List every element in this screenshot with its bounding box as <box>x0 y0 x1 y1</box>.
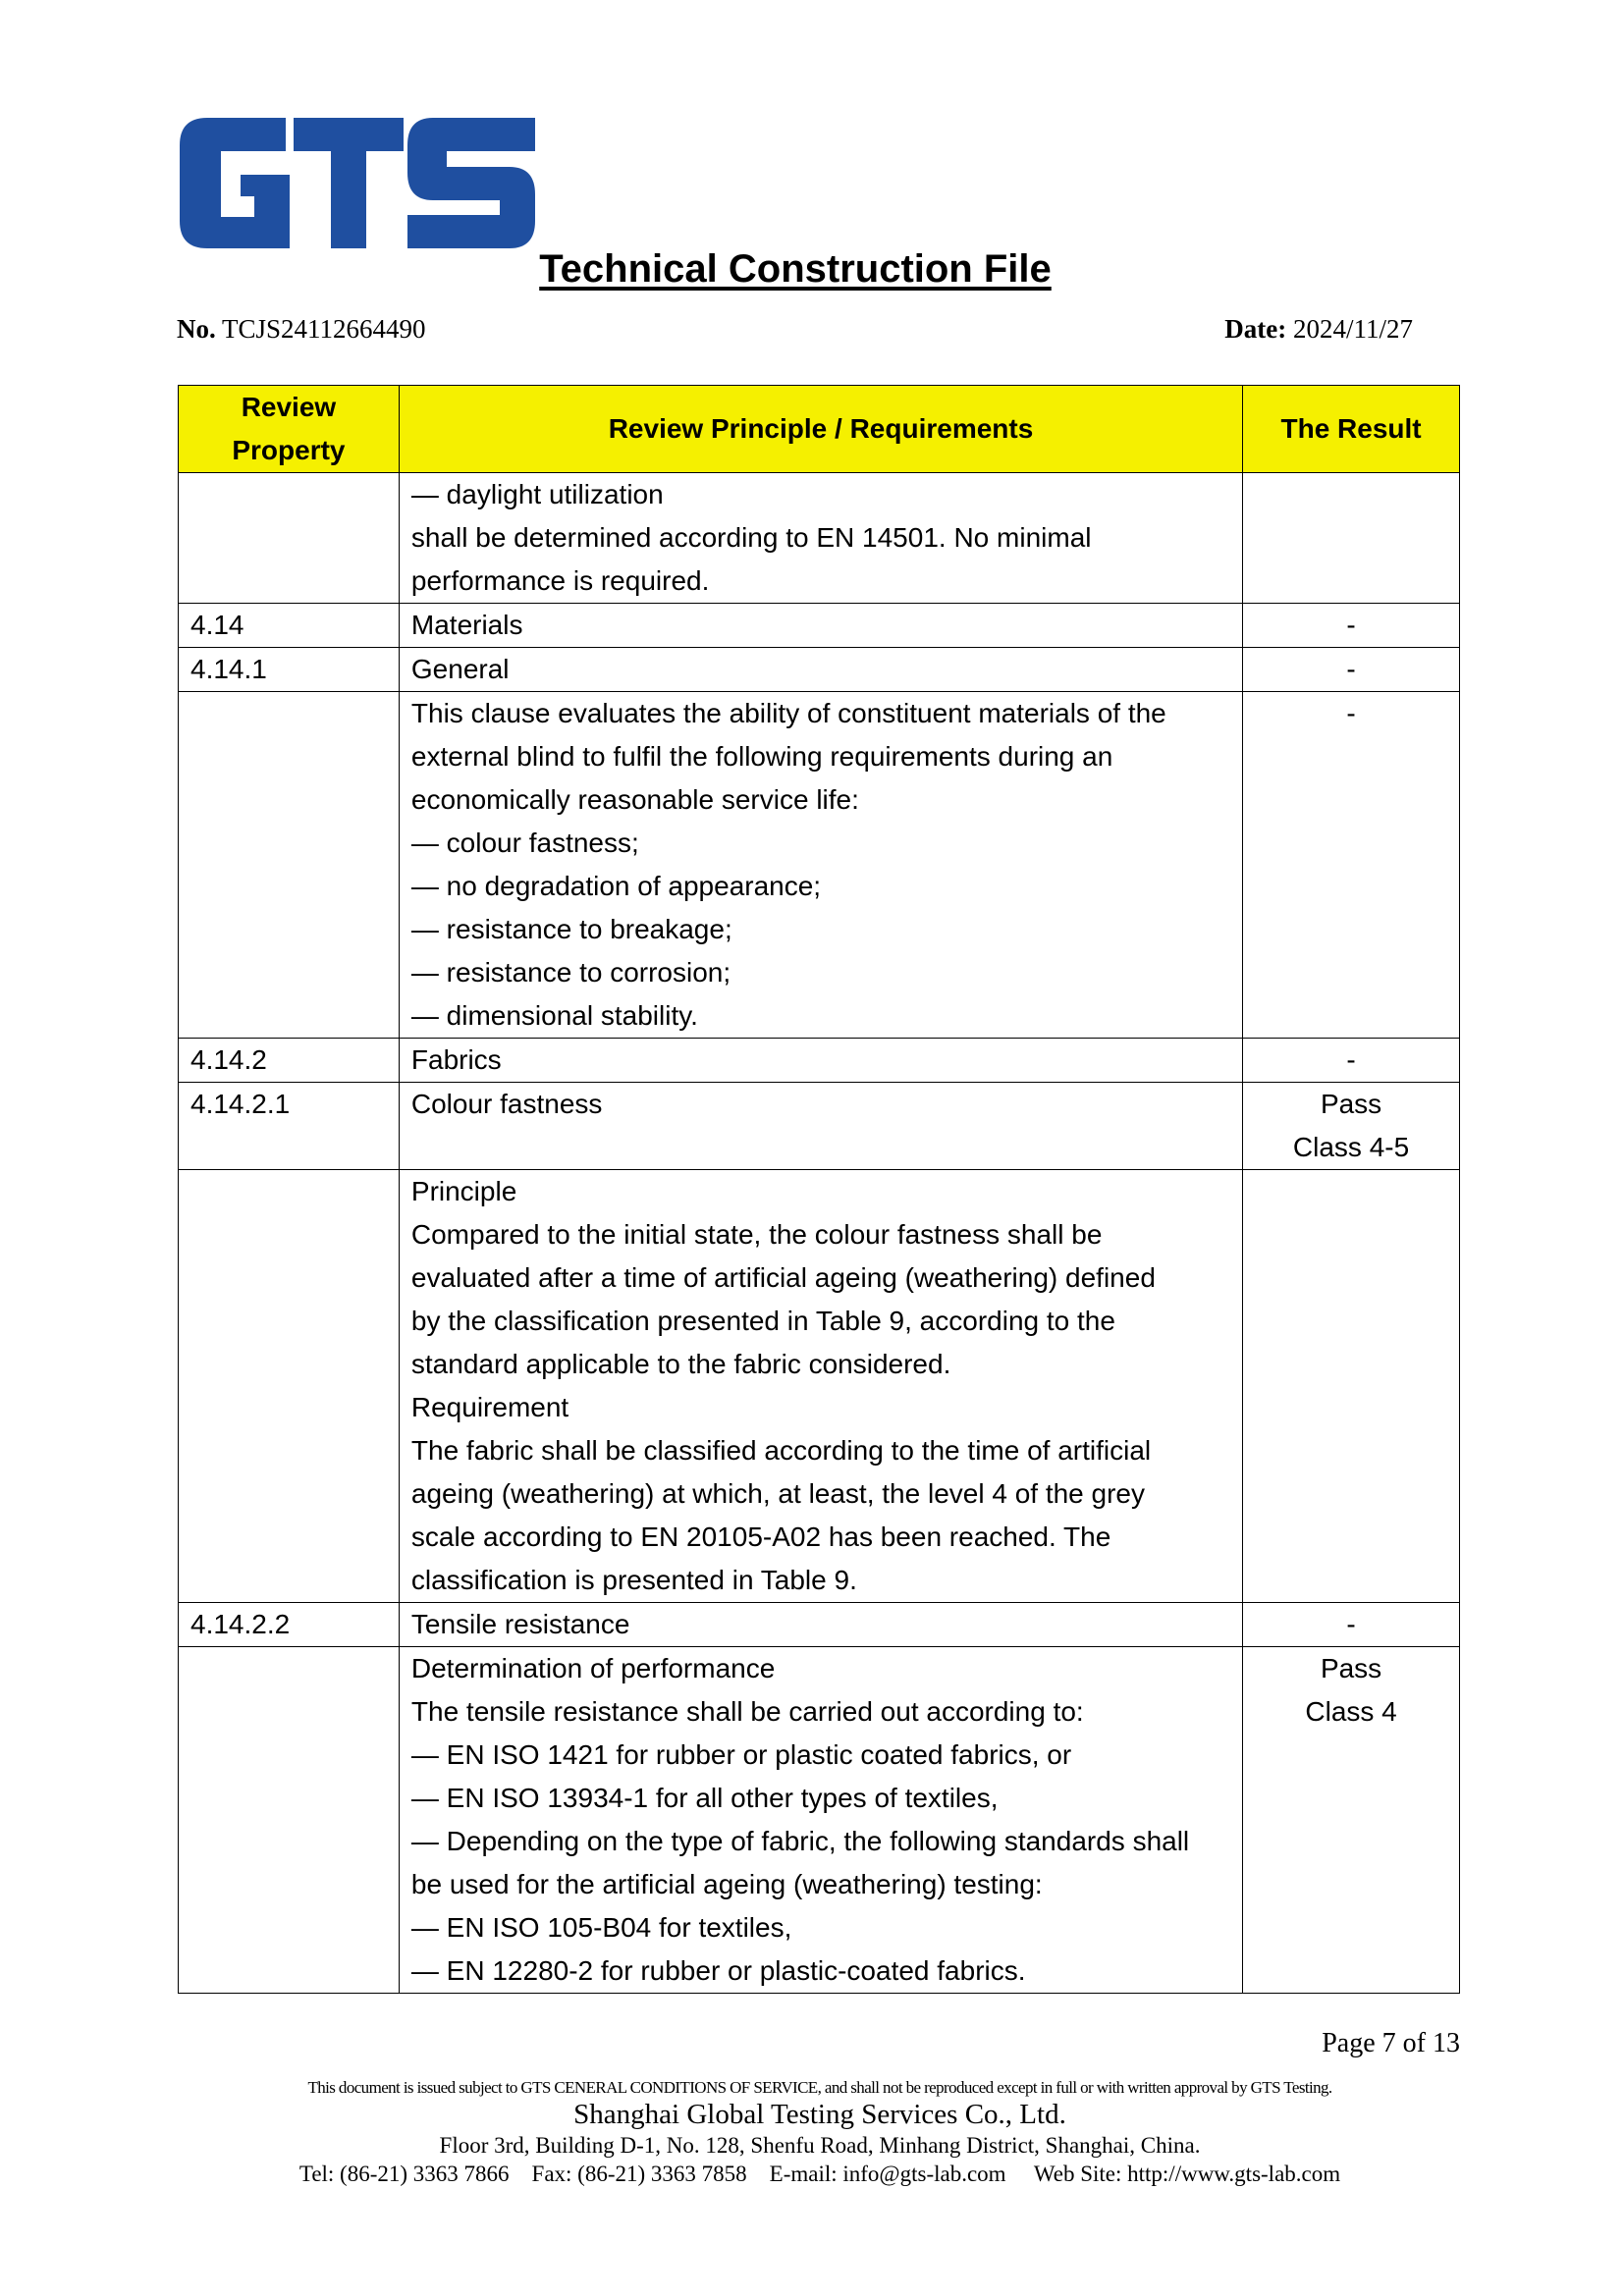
requirement-line: This clause evaluates the ability of constituent materials of the <box>410 698 1166 728</box>
review-requirement-cell <box>399 1603 1242 1647</box>
table-header-text: The Result <box>1280 413 1422 444</box>
review-property-cell: 4.14.2.2 <box>179 1603 400 1647</box>
review-requirement-cell <box>399 604 1242 648</box>
document-number <box>177 314 426 345</box>
review-requirement-cell <box>399 1039 1242 1083</box>
requirement-line: — colour fastness; <box>410 828 639 858</box>
requirement-line: performance is required. <box>410 565 710 596</box>
requirement-line: Colour fastness <box>410 1089 603 1119</box>
requirement-line: Fabrics <box>410 1044 502 1075</box>
review-requirement-cell <box>399 648 1242 692</box>
table-header-cell <box>1243 386 1460 473</box>
requirement-line: shall be determined according to EN 14501. No minimal <box>410 522 1092 553</box>
requirement-line: — resistance to breakage; <box>410 914 732 944</box>
requirement-line: — no degradation of appearance; <box>410 871 822 901</box>
footer-address: Floor 3rd, Building D-1, No. 128, Shenfu Road, Minhang District, Shanghai, China. <box>439 2133 1201 2158</box>
review-requirement-cell <box>399 1083 1242 1170</box>
requirement-line: — EN ISO 1421 for rubber or plastic coated fabrics, or <box>410 1739 1072 1770</box>
review-property-cell: 4.14 <box>179 604 400 648</box>
requirement-line: ageing (weathering) at which, at least, the level 4 of the grey <box>410 1478 1145 1509</box>
table-row <box>179 604 1460 648</box>
document-title: Technical Construction File <box>539 247 1052 291</box>
review-result-cell <box>1243 692 1460 1039</box>
requirement-line: classification is presented in Table 9. <box>410 1565 857 1595</box>
table-header-cell <box>399 386 1242 473</box>
review-result-cell <box>1243 1647 1460 1994</box>
footer-disclaimer: This document is issued subject to GTS CENERAL CONDITIONS OF SERVICE, and shall not be reproduced except in full or with written approval by GTS Testing. <box>307 2078 1332 2097</box>
review-result-cell <box>1243 1170 1460 1603</box>
requirement-line: standard applicable to the fabric considered. <box>410 1349 951 1379</box>
result-line: Pass <box>1320 1089 1382 1119</box>
requirement-line: The fabric shall be classified according to the time of artificial <box>410 1435 1152 1466</box>
document-date-label: Date: <box>1224 314 1287 344</box>
table-row <box>179 1039 1460 1083</box>
requirement-line: — daylight utilization <box>410 479 664 509</box>
review-requirement-cell <box>399 1170 1242 1603</box>
result-line: Class 4 <box>1305 1696 1397 1727</box>
result-line: - <box>1346 1609 1356 1639</box>
requirement-line: Compared to the initial state, the colour fastness shall be <box>410 1219 1103 1250</box>
review-table <box>178 385 1460 1994</box>
table-row <box>179 1603 1460 1647</box>
review-result-cell <box>1243 648 1460 692</box>
requirement-line: by the classification presented in Table 9, according to the <box>410 1306 1115 1336</box>
requirement-line: economically reasonable service life: <box>410 784 859 815</box>
table-row <box>179 1083 1460 1170</box>
document-date <box>1224 314 1413 345</box>
result-line: - <box>1346 1044 1356 1075</box>
requirement-line <box>411 1126 1230 1169</box>
result-line: Class 4-5 <box>1292 1132 1410 1162</box>
review-property-cell <box>179 1170 400 1603</box>
table-row <box>179 648 1460 692</box>
gts-logo <box>180 118 535 248</box>
document-date-value: 2024/11/27 <box>1292 314 1413 344</box>
review-result-cell <box>1243 1083 1460 1170</box>
result-line: Pass <box>1320 1653 1382 1683</box>
requirement-line: The tensile resistance shall be carried out according to: <box>410 1696 1084 1727</box>
table-header-text: Review Principle / Requirements <box>608 413 1034 444</box>
requirement-line: scale according to EN 20105-A02 has been reached. The <box>410 1522 1111 1552</box>
document-number-value: TCJS24112664490 <box>222 314 426 344</box>
review-result-cell <box>1243 604 1460 648</box>
requirement-line: evaluated after a time of artificial ageing (weathering) defined <box>410 1262 1156 1293</box>
review-property-cell <box>179 692 400 1039</box>
review-property-cell <box>179 1647 400 1994</box>
table-row <box>179 692 1460 1039</box>
document-number-label: No. <box>177 314 216 344</box>
table-header-text: Review <box>241 392 337 422</box>
review-property-cell: 4.14.2.1 <box>179 1083 400 1170</box>
review-property-cell: 4.14.2 <box>179 1039 400 1083</box>
review-requirement-cell <box>399 473 1242 604</box>
table-row <box>179 1170 1460 1603</box>
footer-contact: Tel: (86-21) 3363 7866 Fax: (86-21) 3363 7858 E-mail: info@gts-lab.com Web Site: http://www.gts-lab.com <box>298 2162 1341 2186</box>
review-result-cell <box>1243 1039 1460 1083</box>
review-result-cell <box>1243 1603 1460 1647</box>
requirement-line: — dimensional stability. <box>410 1000 698 1031</box>
table-header-cell <box>179 386 400 473</box>
review-requirement-cell <box>399 692 1242 1039</box>
requirement-line: Determination of performance <box>410 1653 776 1683</box>
page-number: Page 7 of 13 <box>1322 2028 1460 2058</box>
requirement-line: external blind to fulfil the following requirements during an <box>410 741 1113 772</box>
table-row <box>179 1647 1460 1994</box>
requirement-line: Materials <box>410 610 523 640</box>
review-result-cell <box>1243 473 1460 604</box>
review-property-cell <box>179 473 400 604</box>
review-requirement-cell <box>399 1647 1242 1994</box>
result-line: - <box>1346 654 1356 684</box>
requirement-line: General <box>410 654 510 684</box>
requirement-line: — Depending on the type of fabric, the following standards shall <box>410 1826 1190 1856</box>
requirement-line: — EN ISO 105-B04 for textiles, <box>410 1912 792 1943</box>
review-property-cell: 4.14.1 <box>179 648 400 692</box>
requirement-line: — EN ISO 13934-1 for all other types of textiles, <box>410 1783 999 1813</box>
result-line: - <box>1346 610 1356 640</box>
table-header-row <box>179 386 1460 473</box>
requirement-line: Principle <box>410 1176 517 1206</box>
result-line: - <box>1346 698 1356 728</box>
requirement-line: Requirement <box>410 1392 569 1422</box>
table-header-text: Property <box>232 435 346 465</box>
requirement-line: Tensile resistance <box>410 1609 630 1639</box>
requirement-line: be used for the artificial ageing (weathering) testing: <box>410 1869 1043 1899</box>
footer-company: Shanghai Global Testing Services Co., Ltd. <box>573 2099 1066 2130</box>
requirement-line: — EN 12280-2 for rubber or plastic-coated fabrics. <box>410 1955 1026 1986</box>
table-row <box>179 473 1460 604</box>
requirement-line: — resistance to corrosion; <box>410 957 731 988</box>
